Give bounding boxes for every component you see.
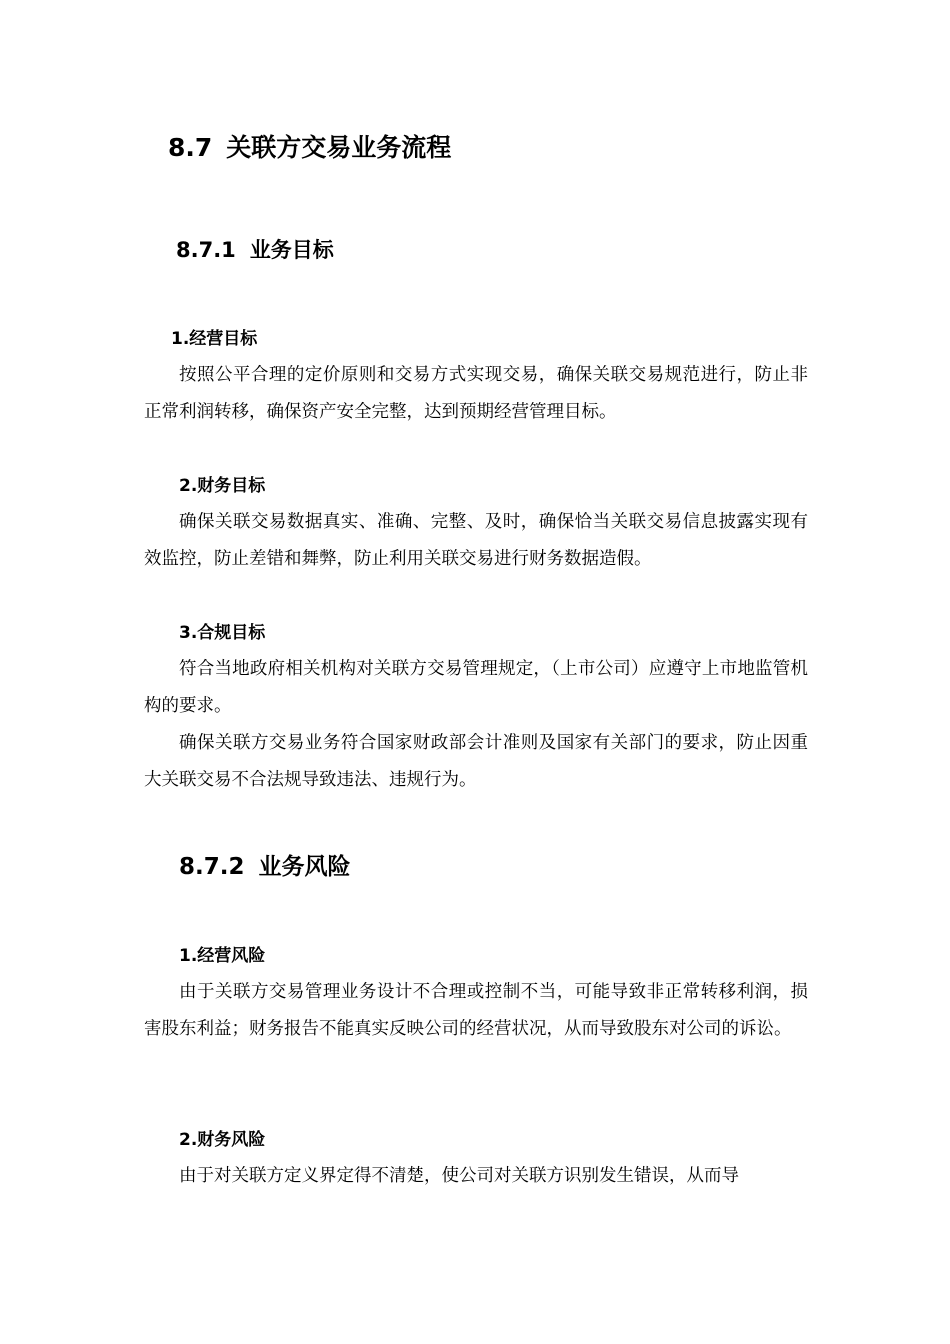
item-heading: 3.合规目标 [179, 623, 266, 643]
item-heading: 1.经营目标 [171, 329, 258, 349]
paragraph: 确保关联交易数据真实、准确、完整、及时，确保恰当关联交易信息披露实现有效监控，防止差错和舞弊，防止利用关联交易进行财务数据造假。 [144, 512, 808, 569]
item-heading: 2.财务风险 [179, 1130, 266, 1150]
subsection-number: 8.7.2 [179, 854, 245, 880]
paragraph: 按照公平合理的定价原则和交易方式实现交易，确保关联交易规范进行，防止非正常利润转移，确保资产安全完整，达到预期经营管理目标。 [144, 365, 808, 422]
section-title: 关联方交易业务流程 [226, 133, 452, 162]
subsection-number: 8.7.1 [176, 238, 236, 262]
item-heading: 2.财务目标 [179, 476, 266, 496]
section-number: 8.7 [168, 133, 213, 162]
subsection-title: 业务目标 [249, 238, 334, 262]
subsection-heading-objectives [176, 236, 334, 264]
subsection-heading-risks [179, 852, 351, 882]
paragraph: 确保关联方交易业务符合国家财政部会计准则及国家有关部门的要求，防止因重大关联交易不合法规导致违法、违规行为。 [144, 733, 808, 790]
subsection-title: 业务风险 [258, 854, 351, 880]
paragraph: 由于对关联方定义界定得不清楚，使公司对关联方识别发生错误，从而导 [179, 1166, 739, 1186]
paragraph: 由于关联方交易管理业务设计不合理或控制不当，可能导致非正常转移利润，损害股东利益；财务报告不能真实反映公司的经营状况，从而导致股东对公司的诉讼。 [144, 982, 808, 1039]
paragraph: 符合当地政府相关机构对关联方交易管理规定，（上市公司）应遵守上市地监管机构的要求。 [144, 659, 808, 716]
section-heading [168, 132, 451, 164]
item-heading: 1.经营风险 [179, 946, 266, 966]
